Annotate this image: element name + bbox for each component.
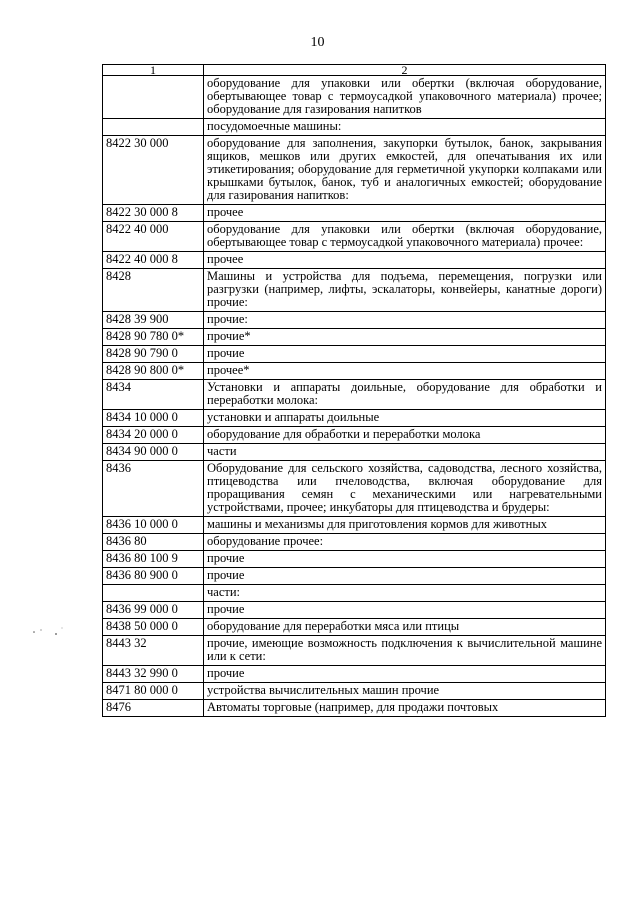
code-cell: 8436 99 000 0 (103, 602, 204, 619)
page-number: 10 (310, 35, 325, 50)
table-row (103, 205, 606, 222)
description-cell: прочие (204, 666, 606, 683)
table-row (103, 119, 606, 136)
code-cell: 8471 80 000 0 (103, 683, 204, 700)
code-cell: 8428 39 900 (103, 312, 204, 329)
table-row (103, 410, 606, 427)
description-cell: оборудование прочее: (204, 534, 606, 551)
description-cell: части: (204, 585, 606, 602)
column-header-code: 1 (103, 65, 204, 76)
description-cell: оборудование для переработки мяса или птицы (204, 619, 606, 636)
table-row (103, 222, 606, 252)
code-cell: 8438 50 000 0 (103, 619, 204, 636)
table-row (103, 568, 606, 585)
code-cell: 8443 32 990 0 (103, 666, 204, 683)
description-cell: Установки и аппараты доильные, оборудование для обработки и переработки молока: (204, 380, 606, 410)
description-cell: прочие (204, 568, 606, 585)
description-cell: установки и аппараты доильные (204, 410, 606, 427)
column-header-description: 2 (204, 65, 606, 76)
table-row (103, 136, 606, 205)
code-cell: 8434 (103, 380, 204, 410)
table-header-row (103, 65, 606, 76)
table-row (103, 551, 606, 568)
description-cell: оборудование для обработки и переработки молока (204, 427, 606, 444)
description-cell: устройства вычислительных машин прочие (204, 683, 606, 700)
description-cell: прочие, имеющие возможность подключения к вычислительной машине или к сети: (204, 636, 606, 666)
code-cell: 8434 20 000 0 (103, 427, 204, 444)
description-cell: Оборудование для сельского хозяйства, садоводства, лесного хозяйства, птицеводства или пчеловодства, включая оборудование для проращивания семян с механическими или нагревательными устройствами, прочее; инкубаторы для птицеводства и брудеры: (204, 461, 606, 517)
description-cell: посудомоечные машины: (204, 119, 606, 136)
table-row (103, 444, 606, 461)
description-cell: машины и механизмы для приготовления кормов для животных (204, 517, 606, 534)
description-cell: оборудование для заполнения, закупорки бутылок, банок, закрывания ящиков, мешков или других емкостей, для опечатывания их или этикетирования; оборудование для герметичной укупорки колпаками или крышками бутылок, банок, туб и аналогичных емкостей; оборудование для газирования напитков: (204, 136, 606, 205)
code-cell: 8422 30 000 (103, 136, 204, 205)
table-row (103, 636, 606, 666)
table-row (103, 363, 606, 380)
table-row (103, 666, 606, 683)
table-row (103, 700, 606, 717)
table-row (103, 380, 606, 410)
table-row (103, 619, 606, 636)
code-cell: 8428 (103, 269, 204, 312)
tariff-code-table (102, 64, 606, 717)
code-cell: 8428 90 800 0* (103, 363, 204, 380)
code-cell (103, 119, 204, 136)
table-row (103, 346, 606, 363)
table-row (103, 427, 606, 444)
code-cell (103, 76, 204, 119)
table-row (103, 534, 606, 551)
code-cell: 8428 90 780 0* (103, 329, 204, 346)
table-row (103, 585, 606, 602)
table-row (103, 683, 606, 700)
scan-specks (30, 622, 70, 642)
table-row (103, 252, 606, 269)
description-cell: Машины и устройства для подъема, перемещения, погрузки или разгрузки (например, лифты, эскалаторы, конвейеры, канатные дороги) прочие: (204, 269, 606, 312)
code-cell: 8428 90 790 0 (103, 346, 204, 363)
description-cell: Автоматы торговые (например, для продажи почтовых (204, 700, 606, 717)
table-row (103, 312, 606, 329)
code-cell: 8436 80 (103, 534, 204, 551)
description-cell: прочее (204, 252, 606, 269)
description-cell: части (204, 444, 606, 461)
table-row (103, 269, 606, 312)
code-cell: 8422 40 000 (103, 222, 204, 252)
code-cell: 8434 10 000 0 (103, 410, 204, 427)
code-cell: 8476 (103, 700, 204, 717)
description-cell: прочие (204, 551, 606, 568)
table-row (103, 329, 606, 346)
description-cell: оборудование для упаковки или обертки (включая оборудование, обертывающее товар с термоусадкой упаковочного материала) прочее; оборудование для газирования напитков (204, 76, 606, 119)
table-row (103, 76, 606, 119)
code-cell: 8443 32 (103, 636, 204, 666)
description-cell: прочее* (204, 363, 606, 380)
description-cell: прочие (204, 602, 606, 619)
code-cell (103, 585, 204, 602)
description-cell: оборудование для упаковки или обертки (включая оборудование, обертывающее товар с термоусадкой упаковочного материала) прочее: (204, 222, 606, 252)
description-cell: прочие: (204, 312, 606, 329)
description-cell: прочие (204, 346, 606, 363)
table-row (103, 461, 606, 517)
code-cell: 8422 30 000 8 (103, 205, 204, 222)
code-cell: 8436 80 100 9 (103, 551, 204, 568)
code-cell: 8422 40 000 8 (103, 252, 204, 269)
description-cell: прочее (204, 205, 606, 222)
code-cell: 8434 90 000 0 (103, 444, 204, 461)
code-cell: 8436 (103, 461, 204, 517)
code-cell: 8436 80 900 0 (103, 568, 204, 585)
table-row (103, 602, 606, 619)
table-row (103, 517, 606, 534)
description-cell: прочие* (204, 329, 606, 346)
code-cell: 8436 10 000 0 (103, 517, 204, 534)
